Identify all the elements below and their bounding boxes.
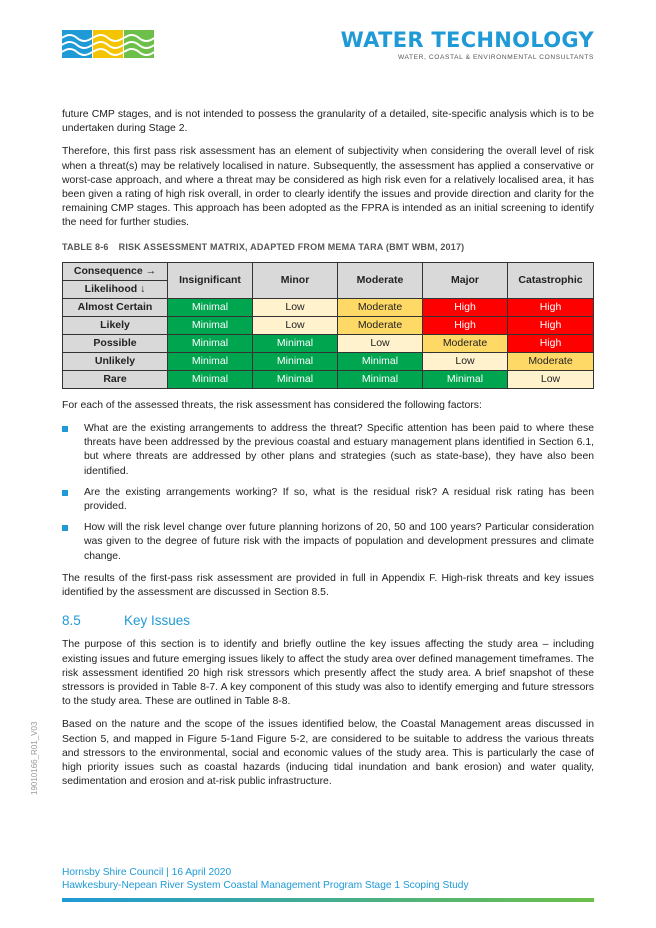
column-header: Minor	[253, 262, 338, 298]
list-item-text: How will the risk level change over future planning horizons of 20, 50 and 100 years? Particular consideration was given to the degree of future risk with the impacts of population and development pressures and climate change.	[84, 522, 594, 562]
table-row	[63, 370, 594, 388]
footer	[62, 866, 469, 892]
likelihood-header: Likelihood ↓	[63, 280, 168, 298]
column-header: Major	[423, 262, 508, 298]
column-header: Moderate	[338, 262, 423, 298]
table-row	[63, 316, 594, 334]
section-heading	[62, 614, 594, 628]
risk-cell: Minimal	[168, 316, 253, 334]
risk-cell: Minimal	[253, 352, 338, 370]
row-header: Possible	[63, 334, 168, 352]
footer-line: Hawkesbury-Nepean River System Coastal Management Program Stage 1 Scoping Study	[62, 880, 469, 891]
risk-cell: Minimal	[253, 370, 338, 388]
list-item	[62, 486, 594, 514]
paragraph: Therefore, this first pass risk assessment has an element of subjectivity when considering the overall level of risk when a threat(s) may be relatively localised in nature. Subsequently, the assessment has applied a conservative or worst-case approach, and where a threat may be considered as high risk even for a relatively localised area, it has been given a rating of high risk overall, in order to clearly identify the issues and provide direction and clarity for the remaining CMP stages. This approach has been adopted as the FPRA is intended as an initial screening to identify the need for further studies.	[62, 146, 594, 229]
risk-cell: High	[423, 316, 508, 334]
risk-cell: High	[508, 334, 594, 352]
risk-cell: Moderate	[508, 352, 594, 370]
brand-tagline: WATER, COASTAL & ENVIRONMENTAL CONSULTANTS	[397, 54, 594, 61]
risk-cell: Low	[423, 352, 508, 370]
risk-cell: Minimal	[168, 334, 253, 352]
factors-list	[62, 422, 594, 564]
risk-cell: Minimal	[338, 352, 423, 370]
paragraph: Based on the nature and the scope of the issues identified below, the Coastal Management areas discussed in Section 5, and mapped in Figure 5-1and Figure 5-2, are considered to be suitable to address the various threats and stressors to the environmental, social and economic values of the study area. This is particularly the case of high priority issues such as coastal hazards (inducing tidal inundation and bank erosion) and water quality, sedimentation and erosion and at-risk public infrastructure.	[62, 719, 594, 788]
risk-cell: Minimal	[168, 298, 253, 316]
consequence-header: Consequence →	[63, 262, 168, 280]
table-caption-number: TABLE 8-6	[62, 241, 109, 252]
risk-cell: High	[423, 298, 508, 316]
brand-name: WATER TECHNOLOGY	[340, 28, 594, 52]
risk-matrix-table	[62, 262, 594, 389]
row-header: Likely	[63, 316, 168, 334]
water-technology-wave-logo-icon	[62, 30, 154, 58]
bullet-square-icon	[62, 525, 68, 531]
section-number: 8.5	[62, 613, 81, 629]
risk-cell: Minimal	[253, 334, 338, 352]
table-caption-title: RISK ASSESSMENT MATRIX, ADAPTED FROM MEMA TARA (BMT WBM, 2017)	[118, 241, 465, 252]
risk-cell: High	[508, 298, 594, 316]
paragraph: For each of the assessed threats, the risk assessment has considered the following factors:	[62, 399, 482, 411]
row-header: Rare	[63, 370, 168, 388]
risk-cell: Moderate	[338, 316, 423, 334]
risk-cell: Low	[253, 298, 338, 316]
risk-cell: Minimal	[168, 370, 253, 388]
risk-cell: Low	[508, 370, 594, 388]
column-header: Catastrophic	[508, 262, 594, 298]
paragraph: The results of the first-pass risk assessment are provided in full in Appendix F. High-risk threats and key issues identified by the assessment are discussed in Section 8.5.	[62, 572, 594, 599]
risk-cell: Minimal	[423, 370, 508, 388]
table-row	[63, 298, 594, 316]
document-reference: 19010166_R01_V03	[30, 721, 39, 795]
paragraph: The purpose of this section is to identify and briefly outline the key issues affecting the study area – including existing issues and future emerging issues likely to affect the study area over defined management timeframes. The risk assessment identified 20 high risk stressors which presently affect the study area. A brief snapshot of these stressors is provided in Table 8-7. A key component of this study was also to identify emerging and future stressors to the study area. These are outlined in Table 8-8.	[62, 639, 594, 708]
risk-cell: High	[508, 316, 594, 334]
page-content	[62, 108, 594, 799]
risk-cell: Moderate	[338, 298, 423, 316]
table-row	[63, 334, 594, 352]
risk-cell: Low	[338, 334, 423, 352]
paragraph: future CMP stages, and is not intended to possess the granularity of a detailed, site-specific analysis which is to be undertaken during Stage 2.	[62, 109, 594, 135]
list-item	[62, 422, 594, 479]
table-row	[63, 352, 594, 370]
risk-cell: Minimal	[338, 370, 423, 388]
brand-logo	[341, 28, 594, 61]
bullet-square-icon	[62, 426, 68, 432]
risk-cell: Moderate	[423, 334, 508, 352]
footer-line: Hornsby Shire Council | 16 April 2020	[62, 867, 232, 878]
row-header: Almost Certain	[63, 298, 168, 316]
column-header: Insignificant	[168, 262, 253, 298]
risk-cell: Minimal	[168, 352, 253, 370]
row-header: Unlikely	[63, 352, 168, 370]
risk-cell: Low	[253, 316, 338, 334]
table-caption	[62, 240, 594, 254]
footer-divider	[62, 898, 594, 902]
list-item	[62, 521, 594, 564]
list-item-text: What are the existing arrangements to address the threat? Specific attention has been paid to where these threats have been addressed by the previous coastal and estuary management plans identified in Section 6.1, but where threats are addressed by other plans and strategies (such as state-base), they have also been identified.	[84, 423, 594, 477]
list-item-text: Are the existing arrangements working? If so, what is the residual risk? A residual risk rating has been provided.	[84, 486, 594, 513]
bullet-square-icon	[62, 490, 68, 496]
section-title: Key Issues	[124, 613, 191, 629]
